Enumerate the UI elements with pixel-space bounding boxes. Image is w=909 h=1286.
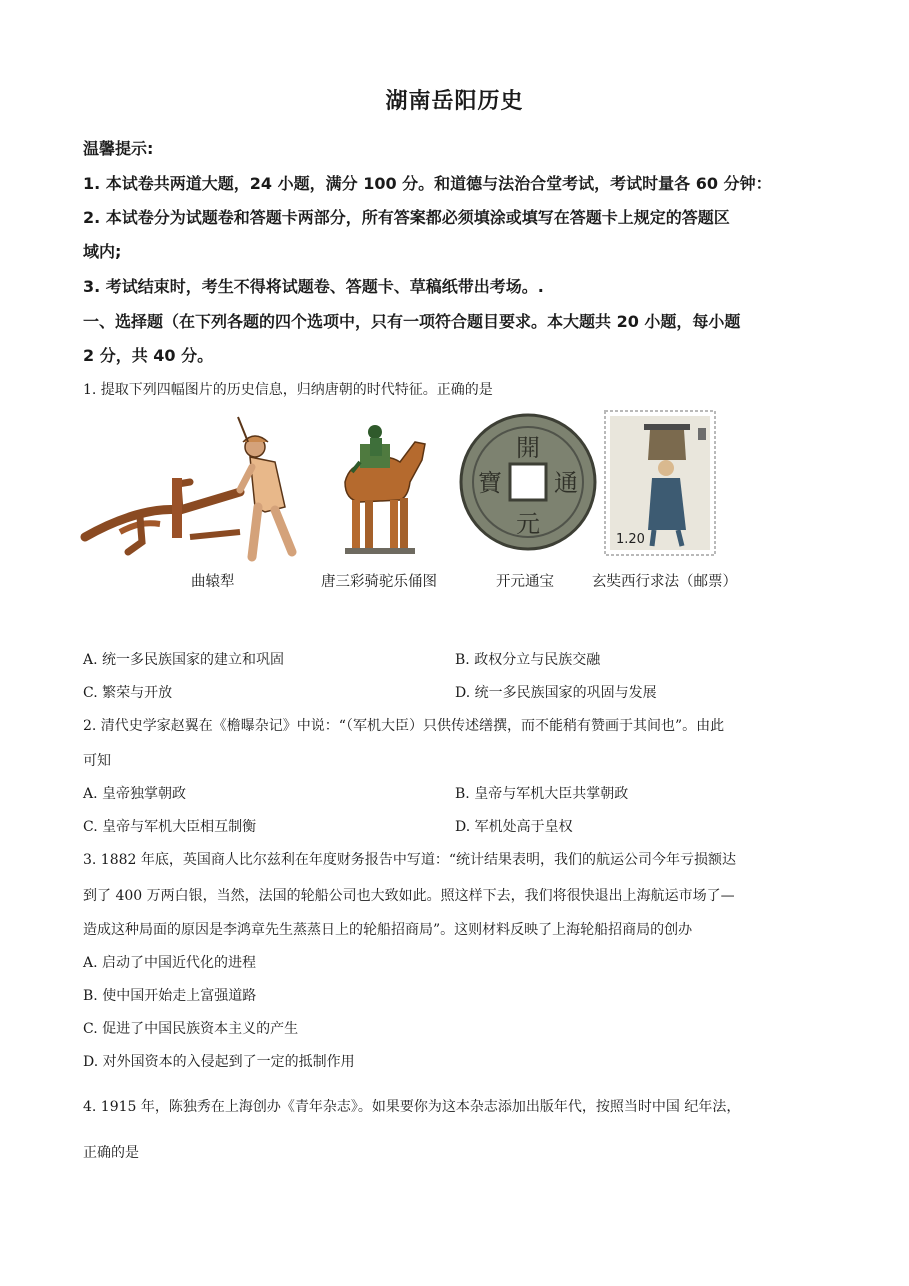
notice-line-4: 3. 考试结束时，考生不得将试题卷、答题卡、草稿纸带出考场。. bbox=[83, 277, 544, 296]
q3-option-b: B. 使中国开始走上富强道路 bbox=[83, 988, 257, 1004]
notice-line-2: 2. 本试卷分为试题卷和答题卡两部分，所有答案都必须填涂或填写在答题卡上规定的答题区 bbox=[83, 208, 730, 227]
page-title: 湖南岳阳历史 bbox=[385, 89, 524, 114]
q1-option-d: D. 统一多民族国家的巩固与发展 bbox=[455, 685, 657, 701]
coin-char-top: 開 bbox=[516, 434, 540, 462]
coin-char-right: 通 bbox=[554, 469, 578, 497]
q2-option-b: B. 皇帝与军机大臣共掌朝政 bbox=[455, 786, 629, 802]
coin-char-bottom: 元 bbox=[516, 510, 540, 538]
curved-plow-icon bbox=[80, 412, 310, 562]
q3-option-d: D. 对外国资本的入侵起到了一定的抵制作用 bbox=[83, 1054, 355, 1070]
notice-line-1: 1. 本试卷共两道大题，24 小题，满分 100 分。和道德与法治合堂考试，考试时量各 60 分钟： bbox=[83, 174, 772, 193]
q3-stem-cont-1: 到了 400 万两白银，当然，法国的轮船公司也大致如此。照这样下去，我们将很快退出上海航运市场了— bbox=[83, 888, 735, 904]
q1-option-c: C. 繁荣与开放 bbox=[83, 685, 173, 701]
q2-stem-cont: 可知 bbox=[83, 753, 111, 769]
figure-caption-plow: 曲辕犁 bbox=[191, 574, 235, 590]
q1-option-a: A. 统一多民族国家的建立和巩固 bbox=[83, 652, 285, 668]
q2-stem: 2. 清代史学家赵翼在《檐曝杂记》中说：“（军机大臣）只供传述缮撰，而不能稍有赞画于其间也”。由此 bbox=[83, 718, 725, 734]
section-heading-cont: 2 分，共 40 分。 bbox=[83, 346, 214, 365]
q2-option-c: C. 皇帝与军机大臣相互制衡 bbox=[83, 819, 257, 835]
section-heading: 一、选择题（在下列各题的四个选项中，只有一项符合题目要求。本大题共 20 小题，每小题 bbox=[83, 312, 741, 331]
q3-stem-cont-2: 造成这种局面的原因是李鸿章先生蒸蒸日上的轮船招商局”。这则材料反映了上海轮船招商局的创办 bbox=[83, 922, 693, 938]
notice-heading: 温馨提示: bbox=[83, 139, 154, 158]
q4-stem: 4. 1915 年，陈独秀在上海创办《青年杂志》。如果要你为这本杂志添加出版年代，按照当时中国 纪年法， bbox=[83, 1099, 741, 1115]
figure-caption-coin: 开元通宝 bbox=[496, 574, 554, 590]
notice-line-3: 域内; bbox=[83, 242, 122, 261]
tri-color-camel-icon bbox=[330, 412, 435, 558]
q1-stem: 1. 提取下列四幅图片的历史信息，归纳唐朝的时代特征。正确的是 bbox=[83, 382, 493, 398]
coin-char-left: 寶 bbox=[478, 469, 502, 497]
figure-caption-stamp: 玄奘西行求法（邮票） bbox=[592, 574, 737, 590]
q3-stem: 3. 1882 年底，英国商人比尔兹利在年度财务报告中写道：“统计结果表明，我们的航运公司今年亏损额达 bbox=[83, 852, 737, 868]
coin-icon bbox=[458, 412, 598, 552]
q1-option-b: B. 政权分立与民族交融 bbox=[455, 652, 601, 668]
figure-caption-camel: 唐三彩骑驼乐俑图 bbox=[321, 574, 437, 590]
q2-option-d: D. 军机处高于皇权 bbox=[455, 819, 573, 835]
stamp-icon bbox=[604, 410, 716, 556]
q3-option-c: C. 促进了中国民族资本主义的产生 bbox=[83, 1021, 299, 1037]
q3-option-a: A. 启动了中国近代化的进程 bbox=[83, 955, 257, 971]
stamp-value: 1.20 bbox=[616, 532, 645, 547]
q2-option-a: A. 皇帝独掌朝政 bbox=[83, 786, 187, 802]
q4-stem-cont: 正确的是 bbox=[83, 1145, 139, 1161]
